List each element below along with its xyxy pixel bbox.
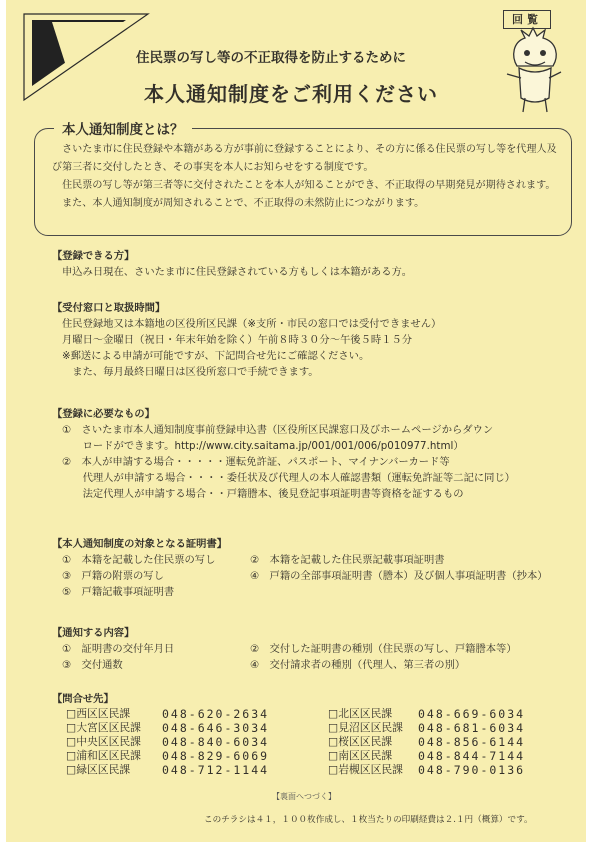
eligible-text: 申込み日現在、さいたま市に住民登録されている方もしくは本籍がある方。 xyxy=(62,266,413,278)
notify-item: ② 交付した証明書の種別（住民票の写し、戸籍謄本等） xyxy=(250,643,517,655)
circulation-stamp: 回覧 xyxy=(503,10,551,29)
certificates-list xyxy=(62,552,572,600)
required-line: 代理人が申請する場合・・・・委任状及び代理人の本人確認書類（運転免許証等二記に同じ） xyxy=(62,472,516,484)
intro-text xyxy=(52,141,560,213)
contact-heading: 【問合せ先】 xyxy=(52,693,114,705)
notify-section xyxy=(52,625,572,673)
required-line: ロードができます。http://www.city.saitama.jp/001/001/006/p010977.html） xyxy=(62,440,464,452)
office-name: □南区区民課 xyxy=(328,749,393,762)
eligible-section xyxy=(52,248,572,280)
notify-item: ④ 交付請求者の種別（代理人、第三者の別） xyxy=(250,659,466,671)
required-line: ② 本人が申請する場合・・・・・運転免許証、パスポート、マイナンバーカード等 xyxy=(62,456,450,468)
office-name: □緑区区民課 xyxy=(66,763,131,776)
counter-section xyxy=(52,300,572,380)
office-name: □浦和区区民課 xyxy=(66,749,141,762)
office-name: □西区区民課 xyxy=(66,707,131,720)
office-phone: 048-856-6144 xyxy=(418,735,526,749)
page-title: 本人通知制度をご利用ください xyxy=(144,82,438,106)
page-subtitle: 住民票の写し等の不正取得を防止するために xyxy=(136,50,406,66)
intro-paragraph: 住民票の写し等が第三者等に交付されたことを本人が知ることができ、不正取得の早期発見が期待されます。 xyxy=(52,180,556,191)
counter-line: 住民登録地又は本籍地の区役所区民課（※支所・市民の窓口では受付できません） xyxy=(62,318,442,330)
counter-line: また、毎月最終日曜日は区役所窓口で手続できます。 xyxy=(62,366,319,378)
required-line: ① さいたま市本人通知制度事前登録申込書（区役所区民課窓口及びホームページからダウン xyxy=(62,424,494,436)
notify-list xyxy=(62,641,572,673)
certificate-item: ③ 戸籍の附票の写し xyxy=(62,570,164,582)
office-name: □岩槻区区民課 xyxy=(328,763,403,776)
required-section xyxy=(52,406,572,502)
notify-item: ① 証明書の交付年月日 xyxy=(62,643,175,655)
intro-paragraph: さいたま市に住民登録や本籍がある方が事前に登録することにより、その方に係る住民票の写し等を代理人及び第三者に交付したとき、その事実を本人にお知らせをする制度です。 xyxy=(52,144,557,173)
office-name: □中央区区民課 xyxy=(66,735,141,748)
continued-note: 【裏面へつづく】 xyxy=(272,792,336,801)
flyer-page xyxy=(6,0,586,842)
office-list xyxy=(66,707,578,777)
office-name: □見沼区区民課 xyxy=(328,721,403,734)
office-phone: 048-681-6034 xyxy=(418,721,526,735)
certificates-section xyxy=(52,536,572,600)
office-phone: 048-646-3034 xyxy=(162,721,270,735)
office-phone: 048-844-7144 xyxy=(418,749,526,763)
certificate-item: ④ 戸籍の全部事項証明書（謄本）及び個人事項証明書（抄本） xyxy=(250,570,548,582)
notify-item: ③ 交付通数 xyxy=(62,659,123,671)
office-phone: 048-712-1144 xyxy=(162,763,270,777)
certificate-item: ⑤ 戸籍記載事項証明書 xyxy=(62,586,175,598)
office-phone: 048-669-6034 xyxy=(418,707,526,721)
office-name: □桜区区民課 xyxy=(328,735,393,748)
contact-section xyxy=(52,690,578,777)
office-name: □北区区民課 xyxy=(328,707,393,720)
intro-paragraph: また、本人通知制度が周知されることで、不正取得の未然防止につながります。 xyxy=(52,198,425,209)
certificates-heading: 【本人通知制度の対象となる証明書】 xyxy=(52,538,228,550)
intro-heading: 本人通知制度とは？ xyxy=(54,118,192,138)
required-line: 法定代理人が申請する場合・・戸籍謄本、後見登記事項証明書等資格を証するもの xyxy=(62,488,464,500)
office-phone: 048-620-2634 xyxy=(162,707,270,721)
office-phone: 048-840-6034 xyxy=(162,735,270,749)
office-phone: 048-790-0136 xyxy=(418,763,526,777)
counter-line: ※郵送による申請が可能ですが、下記問合せ先にご確認ください。 xyxy=(62,350,370,362)
office-phone: 048-829-6069 xyxy=(162,749,270,763)
eligible-heading: 【登録できる方】 xyxy=(52,250,135,262)
print-cost-note: このチラシは４１，１００枚作成し、１枚当たりの印刷経費は２.１円（概算）です。 xyxy=(204,815,533,825)
office-name: □大宮区区民課 xyxy=(66,721,141,734)
counter-heading: 【受付窓口と取扱時間】 xyxy=(52,302,166,314)
required-heading: 【登録に必要なもの】 xyxy=(52,408,155,420)
mascot-icon xyxy=(503,26,567,114)
certificate-item: ① 本籍を記載した住民票の写し xyxy=(62,554,216,566)
counter-line: 月曜日〜金曜日（祝日・年末年始を除く）午前８時３０分〜午後５時１５分 xyxy=(62,334,413,346)
notify-heading: 【通知する内容】 xyxy=(52,627,135,639)
certificate-item: ② 本籍を記載した住民票記載事項証明書 xyxy=(250,554,445,566)
